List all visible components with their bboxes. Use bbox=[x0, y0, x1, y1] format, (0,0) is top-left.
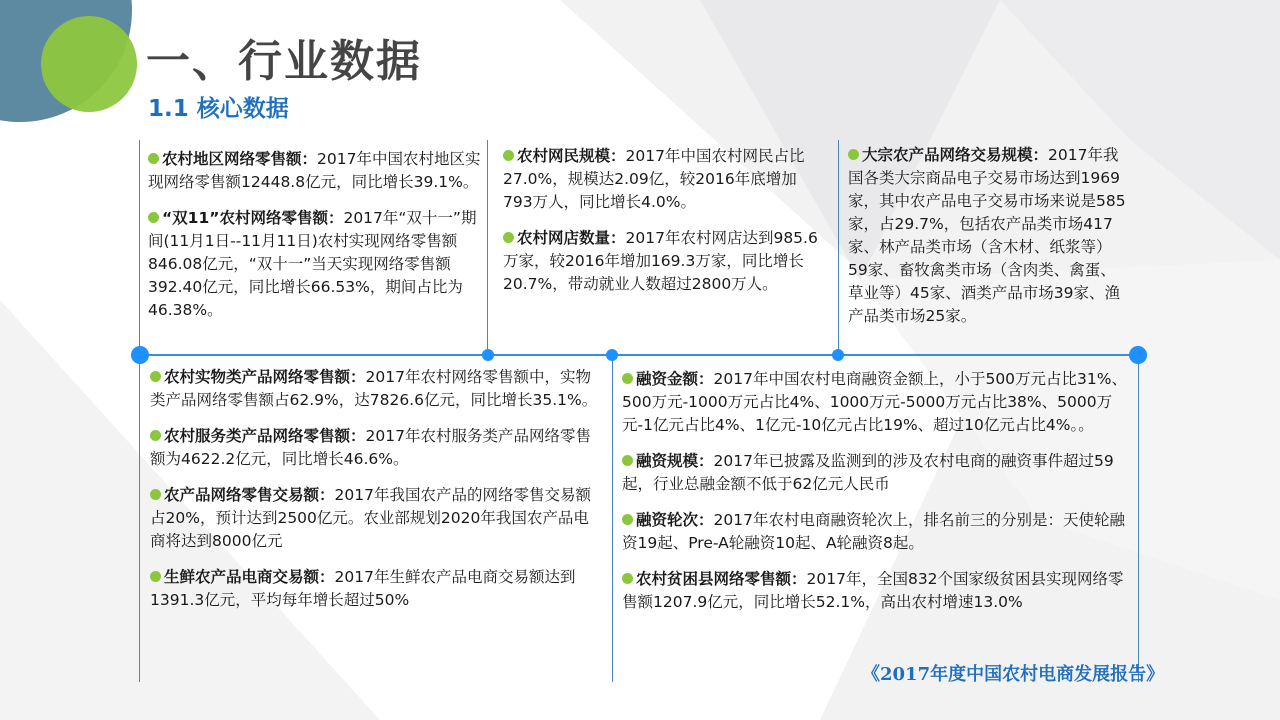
item-label: 农村网民规模： bbox=[517, 147, 626, 165]
item-text: 2017年中国农村电商融资金额上，小于500万元占比31%、500万元-1000万元占比4%、1000万元-5000万元占比38%、5000万元-1亿元占比4%、1亿元-10亿元占比19%、超过10亿元占比4%。。 bbox=[622, 370, 1127, 434]
green-bullet-icon bbox=[622, 573, 633, 584]
data-item bbox=[622, 450, 1127, 496]
item-text: 2017年“双十一”期间(11月1日--11月11日)农村实现网络零售额846.08亿元，“双十一”当天实现网络零售额392.40亿元，同比增长66.53%，期间占比为46.38%。 bbox=[148, 209, 477, 319]
item-label: 融资轮次： bbox=[636, 511, 714, 529]
green-bullet-icon bbox=[848, 149, 859, 160]
green-bullet-icon bbox=[503, 150, 514, 161]
timeline-dot-left bbox=[131, 346, 149, 364]
timeline-dot-2 bbox=[606, 349, 618, 361]
timeline-dot-1 bbox=[482, 349, 494, 361]
item-text: 2017年农村网络零售额中，实物类产品网络零售额占62.9%，达7826.6亿元，同比增长35.1%。 bbox=[150, 368, 598, 409]
data-item bbox=[150, 484, 598, 553]
item-text: 2017年，全国832个国家级贫困县实现网络零售额1207.9亿元，同比增长52.1%，高出农村增速13.0% bbox=[622, 570, 1124, 611]
panel-bottom-left bbox=[150, 366, 598, 625]
item-text: 2017年中国农村网民占比27.0%，规模达2.09亿，较2016年底增加793万人，同比增长4.0%。 bbox=[503, 147, 805, 211]
green-bullet-icon bbox=[150, 571, 161, 582]
data-item bbox=[148, 207, 482, 322]
item-text: 2017年已披露及监测到的涉及农村电商的融资事件超过59起，行业总融金额不低于62亿元人民币 bbox=[622, 452, 1114, 493]
item-label: 融资金额： bbox=[636, 370, 714, 388]
item-label: 农村网店数量： bbox=[517, 229, 626, 247]
green-bullet-icon bbox=[150, 371, 161, 382]
green-bullet-icon bbox=[148, 153, 159, 164]
item-label: 融资规模： bbox=[636, 452, 714, 470]
green-bullet-icon bbox=[503, 232, 514, 243]
timeline-dot-3 bbox=[832, 349, 844, 361]
data-item bbox=[503, 145, 821, 214]
panel-top-middle bbox=[503, 145, 821, 309]
panel-bottom-right bbox=[622, 368, 1127, 627]
item-label: 生鲜农产品电商交易额： bbox=[164, 568, 335, 586]
green-bullet-icon bbox=[148, 212, 159, 223]
data-item bbox=[848, 144, 1130, 328]
green-bullet-icon bbox=[150, 489, 161, 500]
item-label: 农村地区网络零售额： bbox=[162, 150, 318, 168]
green-bullet-icon bbox=[622, 455, 633, 466]
item-label: 农村服务类产品网络零售额： bbox=[164, 427, 366, 445]
timeline-dot-right bbox=[1129, 346, 1147, 364]
item-text: 2017年我国各类大宗商品电子交易市场达到1969家，其中农产品电子交易市场来说是585家，占29.7%，包括农产品类市场417家、林产品类市场（含木材、纸浆等）59家、畜牧禽类市场（含肉类、禽蛋、草业等）45家、酒类产品市场39家、渔产品类市场25家。 bbox=[848, 146, 1126, 325]
divider-bottom-mid bbox=[612, 356, 613, 682]
item-label: 大宗农产品网络交易规模： bbox=[862, 146, 1049, 164]
item-text: 2017年中国农村地区实现网络零售额12448.8亿元，同比增长39.1%。 bbox=[148, 150, 481, 191]
green-bullet-icon bbox=[622, 373, 633, 384]
data-item bbox=[622, 509, 1127, 555]
data-item bbox=[150, 366, 598, 412]
timeline-line bbox=[138, 354, 1138, 356]
item-text: 2017年农村网店达到985.6万家，较2016年增加169.3万家，同比增长20.7%，带动就业人数超过2800万人。 bbox=[503, 229, 818, 293]
page-title: 一、行业数据 bbox=[146, 36, 422, 87]
green-bullet-icon bbox=[622, 514, 633, 525]
divider-left bbox=[139, 140, 140, 682]
divider-top-1 bbox=[487, 140, 488, 354]
panel-top-left bbox=[148, 148, 482, 335]
panel-top-right bbox=[848, 144, 1130, 341]
green-bullet-icon bbox=[150, 430, 161, 441]
item-text: 2017年农村电商融资轮次上，排名前三的分别是：天使轮融资19起、Pre-A轮融资10起、A轮融资8起。 bbox=[622, 511, 1125, 552]
divider-right bbox=[1138, 356, 1139, 682]
item-label: 农产品网络零售交易额： bbox=[164, 486, 335, 504]
data-item bbox=[622, 368, 1127, 437]
item-text: 2017年生鲜农产品电商交易额达到1391.3亿元，平均每年增长超过50% bbox=[150, 568, 576, 609]
data-item bbox=[622, 568, 1127, 614]
section-subtitle: 1.1 核心数据 bbox=[148, 96, 289, 122]
data-item bbox=[150, 566, 598, 612]
item-label: 农村实物类产品网络零售额： bbox=[164, 368, 366, 386]
item-label: “双11”农村网络零售额： bbox=[162, 209, 344, 227]
data-item bbox=[150, 425, 598, 471]
source-citation: 《2017年度中国农村电商发展报告》 bbox=[862, 664, 1165, 685]
item-text: 2017年我国农产品的网络零售交易额占20%，预计达到2500亿元。农业部规划2020年我国农产品电商将达到8000亿元 bbox=[150, 486, 591, 550]
divider-top-2 bbox=[838, 140, 839, 354]
item-label: 农村贫困县网络零售额： bbox=[636, 570, 807, 588]
data-item bbox=[148, 148, 482, 194]
item-text: 2017年农村服务类产品网络零售额为4622.2亿元，同比增长46.6%。 bbox=[150, 427, 591, 468]
data-item bbox=[503, 227, 821, 296]
